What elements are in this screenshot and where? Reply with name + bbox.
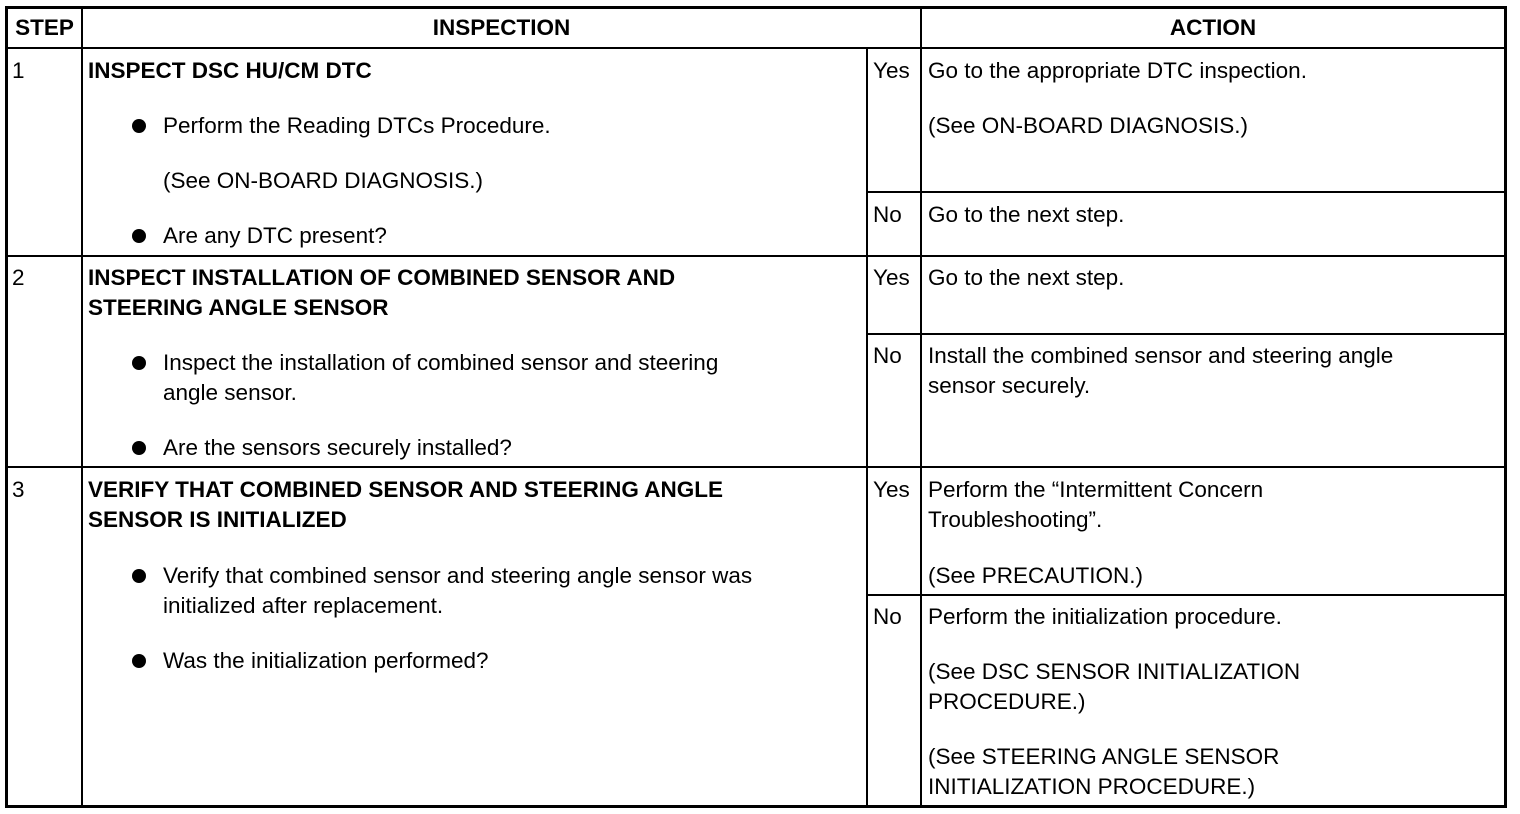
row3-yes-action-2: Troubleshooting”. bbox=[928, 507, 1103, 532]
row1-divider bbox=[8, 255, 1504, 257]
row3-title-line2: SENSOR IS INITIALIZED bbox=[88, 507, 347, 532]
row3-no-action-2: (See DSC SENSOR INITIALIZATION bbox=[928, 659, 1301, 684]
header-action: ACTION bbox=[1169, 15, 1257, 40]
row1-yes-label: Yes bbox=[873, 58, 910, 83]
row2-title-line1: INSPECT INSTALLATION OF COMBINED SENSOR AND bbox=[88, 265, 676, 290]
row1-reference: (See ON-BOARD DIAGNOSIS.) bbox=[163, 168, 484, 193]
row1-no-action-1: Go to the next step. bbox=[928, 202, 1125, 227]
header-divider bbox=[8, 47, 1504, 49]
yes-no-column-divider bbox=[866, 48, 868, 805]
row1-step: 1 bbox=[12, 58, 25, 83]
row1-title: INSPECT DSC HU/CM DTC bbox=[88, 58, 372, 83]
row3-bullet2: Was the initialization performed? bbox=[163, 648, 489, 673]
row1-bullet1-icon bbox=[132, 119, 146, 133]
row2-no-label: No bbox=[873, 343, 902, 368]
action-column-divider bbox=[920, 9, 922, 805]
row2-no-action-2: sensor securely. bbox=[928, 373, 1091, 398]
row3-bullet1-icon bbox=[132, 569, 146, 583]
row1-bullet2: Are any DTC present? bbox=[163, 223, 387, 248]
row3-title-line1: VERIFY THAT COMBINED SENSOR AND STEERING ANGLE bbox=[88, 477, 724, 502]
row2-bullet2: Are the sensors securely installed? bbox=[163, 435, 512, 460]
step-column-divider bbox=[81, 9, 83, 805]
row2-yes-no-divider bbox=[867, 333, 1504, 335]
row2-bullet1-icon bbox=[132, 356, 146, 370]
row3-bullet2-icon bbox=[132, 654, 146, 668]
row3-step: 3 bbox=[12, 477, 25, 502]
row3-yes-action-1: Perform the “Intermittent Concern bbox=[928, 477, 1264, 502]
row3-bullet1-line1: Verify that combined sensor and steering angle sensor was bbox=[163, 563, 753, 588]
row1-yes-no-divider bbox=[867, 191, 1504, 193]
row2-yes-label: Yes bbox=[873, 265, 910, 290]
row1-yes-action-2: (See ON-BOARD DIAGNOSIS.) bbox=[928, 113, 1249, 138]
row3-yes-no-divider bbox=[867, 594, 1504, 596]
row2-bullet1-line1: Inspect the installation of combined sensor and steering bbox=[163, 350, 719, 375]
row2-yes-action-1: Go to the next step. bbox=[928, 265, 1125, 290]
row3-no-action-3: PROCEDURE.) bbox=[928, 689, 1086, 714]
row3-no-action-1: Perform the initialization procedure. bbox=[928, 604, 1282, 629]
row1-bullet2-icon bbox=[132, 229, 146, 243]
row3-no-action-5: INITIALIZATION PROCEDURE.) bbox=[928, 774, 1256, 799]
row3-bullet1-line2: initialized after replacement. bbox=[163, 593, 444, 618]
row2-divider bbox=[8, 466, 1504, 468]
row2-bullet1-line2: angle sensor. bbox=[163, 380, 297, 405]
row2-step: 2 bbox=[12, 265, 25, 290]
row3-no-action-4: (See STEERING ANGLE SENSOR bbox=[928, 744, 1280, 769]
row1-no-label: No bbox=[873, 202, 902, 227]
row3-yes-action-3: (See PRECAUTION.) bbox=[928, 563, 1144, 588]
row3-no-label: No bbox=[873, 604, 902, 629]
header-inspection: INSPECTION bbox=[432, 15, 571, 40]
row2-bullet2-icon bbox=[132, 441, 146, 455]
row1-bullet1: Perform the Reading DTCs Procedure. bbox=[163, 113, 551, 138]
header-step: STEP bbox=[15, 15, 74, 40]
row2-no-action-1: Install the combined sensor and steering angle bbox=[928, 343, 1394, 368]
row1-yes-action-1: Go to the appropriate DTC inspection. bbox=[928, 58, 1307, 83]
row2-title-line2: STEERING ANGLE SENSOR bbox=[88, 295, 389, 320]
row3-yes-label: Yes bbox=[873, 477, 910, 502]
